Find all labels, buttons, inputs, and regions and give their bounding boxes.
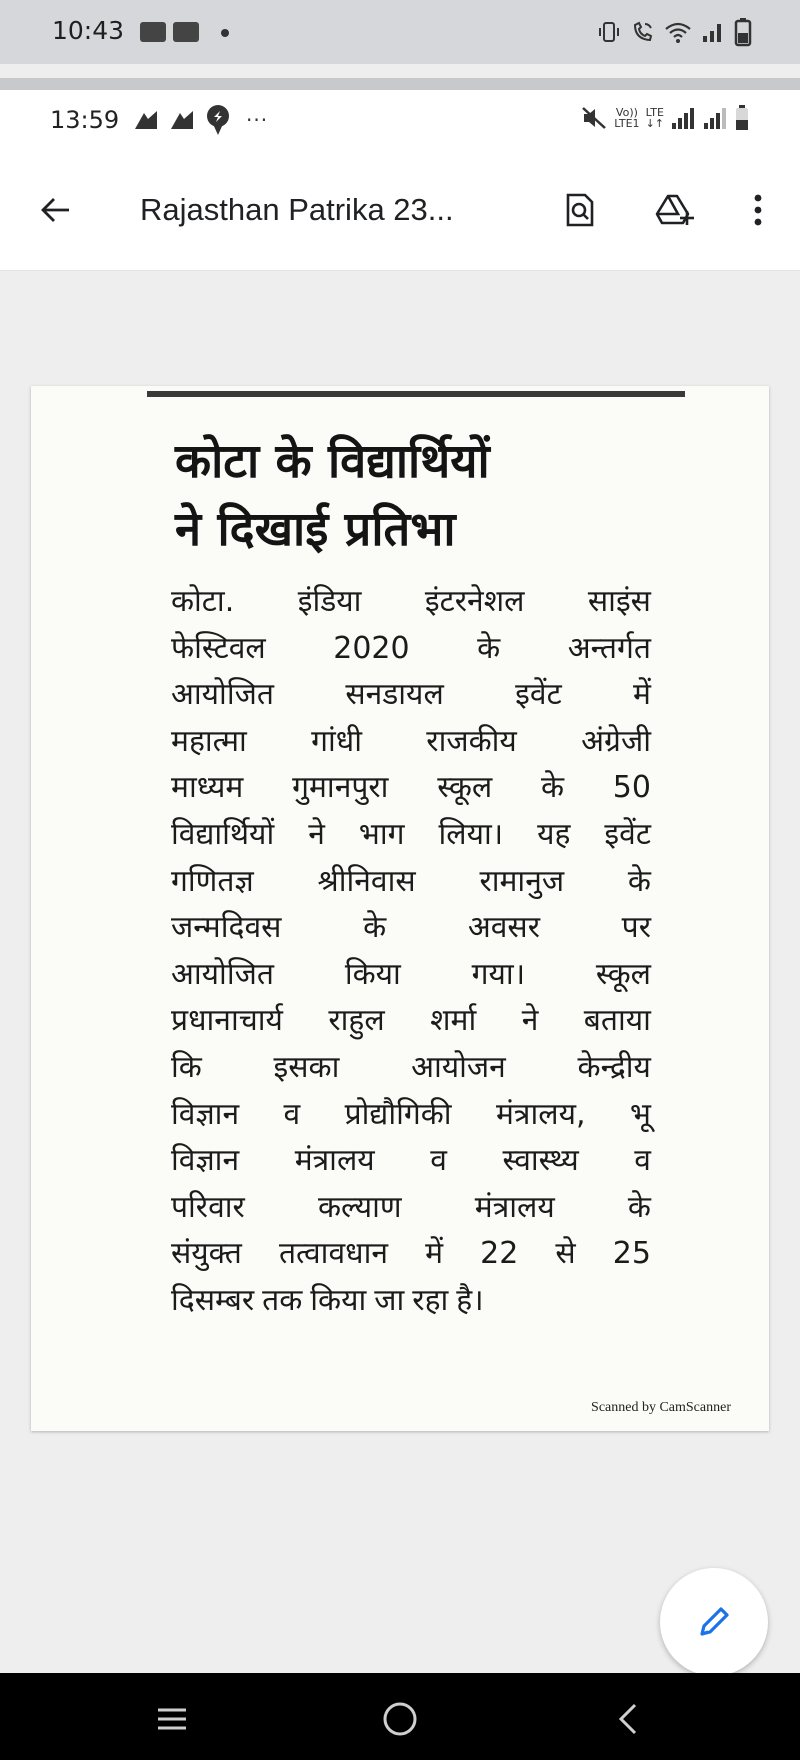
volte-top-label: Vo)) xyxy=(615,106,638,119)
article-word: आयोजित xyxy=(171,677,274,713)
article-word: परिवार xyxy=(171,1189,245,1225)
article-word: के xyxy=(627,863,651,899)
more-notifications-icon: ··· xyxy=(246,108,269,132)
article-word: में xyxy=(633,677,651,713)
article-word: व xyxy=(283,1096,301,1132)
article-word: मंत्रालय xyxy=(294,1143,375,1179)
article-word: महात्मा xyxy=(171,723,247,759)
article-word: 22 xyxy=(480,1236,519,1272)
notification-app-icon xyxy=(140,22,166,42)
article-word: गुमानपुरा xyxy=(292,770,389,806)
article-word: गया। xyxy=(471,956,526,992)
article-line xyxy=(171,672,651,719)
article-word: गणितज्ञ xyxy=(171,863,254,899)
article-word: सनडायल xyxy=(345,677,444,713)
article-word: विद्यार्थियों xyxy=(171,816,275,852)
article-line xyxy=(171,859,651,906)
battery-icon xyxy=(734,104,750,132)
article-word: 25 xyxy=(612,1236,651,1272)
wifi-icon xyxy=(664,19,692,45)
separator-line xyxy=(0,78,800,90)
article-body xyxy=(171,579,651,1325)
article-word: आयोजन xyxy=(411,1049,506,1085)
article-word: राहुल xyxy=(328,1003,385,1039)
edit-fab[interactable] xyxy=(660,1568,768,1676)
column-rule xyxy=(147,391,685,397)
article-line xyxy=(171,952,651,999)
article-word: इवेंट xyxy=(604,816,651,852)
find-in-document-button[interactable] xyxy=(556,186,604,234)
article-word: ने xyxy=(521,1003,539,1039)
headline-line: कोटा के विद्यार्थियों xyxy=(175,434,490,489)
edit-pencil-icon xyxy=(694,1602,734,1642)
article-word: यह xyxy=(537,816,571,852)
article-word: मंत्रालय, xyxy=(495,1096,586,1132)
article-word: इंटरनेशल xyxy=(424,584,525,619)
article-word: 2020 xyxy=(333,630,410,666)
article-word: विज्ञान xyxy=(171,1143,240,1179)
inner-status-left-icons xyxy=(132,104,268,136)
article-word: साइंस xyxy=(587,584,651,619)
article-word: अंग्रेजी xyxy=(581,723,651,759)
article-word: किया xyxy=(344,956,401,992)
home-icon xyxy=(380,1699,420,1739)
article-word: इवेंट xyxy=(515,677,562,713)
article-line xyxy=(171,998,651,1045)
article-line xyxy=(171,1185,651,1232)
app-bar xyxy=(0,154,800,271)
call-wifi-icon xyxy=(630,19,656,45)
article-word: फेस्टिवल xyxy=(171,630,266,666)
signal-icon xyxy=(700,19,726,45)
article-word: ने xyxy=(308,816,325,852)
article-line xyxy=(171,1278,651,1325)
article-word: बताया xyxy=(583,1003,651,1039)
article-word: से xyxy=(555,1236,576,1272)
weather-icon xyxy=(132,107,160,133)
search-doc-icon xyxy=(563,192,597,228)
article-word: कोटा. xyxy=(171,584,235,619)
recents-button[interactable] xyxy=(144,1691,200,1747)
article-line xyxy=(171,626,651,673)
article-word: जन्मदिवस xyxy=(171,910,282,946)
battery-icon xyxy=(734,17,752,47)
article-word: संयुक्त xyxy=(171,1236,242,1272)
article-word: प्रधानाचार्य xyxy=(171,1003,283,1039)
article-word: 50 xyxy=(612,770,651,806)
article-line xyxy=(171,905,651,952)
article-word: के xyxy=(363,910,387,946)
article-word: गांधी xyxy=(311,723,362,759)
article-word: है। xyxy=(456,1282,484,1318)
article-word: प्रोद्यौगिकी xyxy=(344,1096,452,1132)
vibrate-icon xyxy=(596,19,622,45)
article-word: अन्तर्गत xyxy=(567,630,651,666)
article-word: किया xyxy=(310,1282,367,1318)
back-arrow-icon xyxy=(39,193,73,227)
article-line xyxy=(171,765,651,812)
inner-status-right-icons xyxy=(580,104,750,132)
volte-bottom-label: LTE1 xyxy=(614,117,640,130)
back-button[interactable] xyxy=(32,186,80,234)
article-word: तक xyxy=(262,1282,303,1318)
back-nav-button[interactable] xyxy=(600,1691,656,1747)
article-word: राजकीय xyxy=(426,723,517,759)
separator-band xyxy=(0,64,800,78)
home-button[interactable] xyxy=(372,1691,428,1747)
article-word: रामानुज xyxy=(479,863,565,899)
article-line xyxy=(171,1138,651,1185)
lte-label: LTE xyxy=(645,106,664,119)
more-options-button[interactable] xyxy=(734,186,782,234)
article-word: स्कूल xyxy=(595,956,651,992)
article-word: अवसर xyxy=(467,910,540,946)
article-line xyxy=(171,1231,651,1278)
article-word: तत्वावधान xyxy=(278,1236,389,1272)
article-word: के xyxy=(541,770,565,806)
signal-icon xyxy=(702,105,728,131)
article-word: मंत्रालय xyxy=(474,1189,555,1225)
signal-icon xyxy=(670,105,696,131)
article-word: के xyxy=(627,1189,651,1225)
article-word: कल्याण xyxy=(317,1189,402,1225)
more-notifications-icon xyxy=(221,29,229,37)
article-line xyxy=(171,579,651,626)
navigation-bar xyxy=(0,1673,800,1760)
article-word: भाग xyxy=(358,816,405,852)
article-line xyxy=(171,719,651,766)
article-word: रहा xyxy=(412,1282,449,1318)
article-word: आयोजित xyxy=(171,956,274,992)
lte-indicator: LTE ↓↑ xyxy=(645,106,664,130)
notification-app-icon xyxy=(173,22,199,42)
more-vert-icon xyxy=(752,192,764,228)
outer-status-bar xyxy=(0,0,800,64)
mute-icon xyxy=(580,105,608,131)
status-right-icons xyxy=(596,16,752,48)
document-title: Rajasthan Patrika 23... xyxy=(140,192,454,227)
recents-icon xyxy=(154,1704,190,1734)
article-word: शर्मा xyxy=(430,1003,477,1039)
article-headline xyxy=(175,428,735,564)
article-word: जा xyxy=(374,1282,405,1318)
article-word: व xyxy=(634,1143,651,1179)
article-word: विज्ञान xyxy=(171,1096,240,1132)
article-line xyxy=(171,1092,651,1139)
back-icon xyxy=(613,1701,643,1737)
article-word: केन्द्रीय xyxy=(577,1049,651,1085)
inner-status-bar xyxy=(0,90,800,154)
article-word: दिसम्बर xyxy=(171,1282,255,1318)
article-word: इसका xyxy=(273,1049,340,1085)
article-word: कि xyxy=(171,1049,202,1085)
article-word: पर xyxy=(621,910,651,946)
status-time: 10:43 xyxy=(52,16,125,45)
article-word: श्रीनिवास xyxy=(317,863,416,899)
article-word: भू xyxy=(629,1096,651,1132)
scanned-page xyxy=(31,386,769,1431)
article-word: लिया। xyxy=(438,816,504,852)
inner-screenshot xyxy=(0,90,800,1673)
volte-indicator xyxy=(614,107,639,129)
article-word: स्कूल xyxy=(437,770,493,806)
article-word: में xyxy=(425,1236,444,1272)
add-to-drive-button[interactable] xyxy=(651,186,699,234)
headline-line: ने दिखाई प्रतिभा xyxy=(175,502,456,557)
article-word: के xyxy=(477,630,501,666)
drive-add-icon xyxy=(655,193,695,227)
scanner-watermark: Scanned by CamScanner xyxy=(591,1400,731,1415)
app-notification-icon xyxy=(204,104,232,136)
article-word: माध्यम xyxy=(171,770,244,806)
weather-icon xyxy=(168,107,196,133)
article-word: स्वास्थ्य xyxy=(502,1143,579,1179)
article-line xyxy=(171,1045,651,1092)
article-word: इंडिया xyxy=(297,584,362,619)
inner-status-time: 13:59 xyxy=(50,106,120,134)
article-word: व xyxy=(430,1143,447,1179)
article-line xyxy=(171,812,651,859)
